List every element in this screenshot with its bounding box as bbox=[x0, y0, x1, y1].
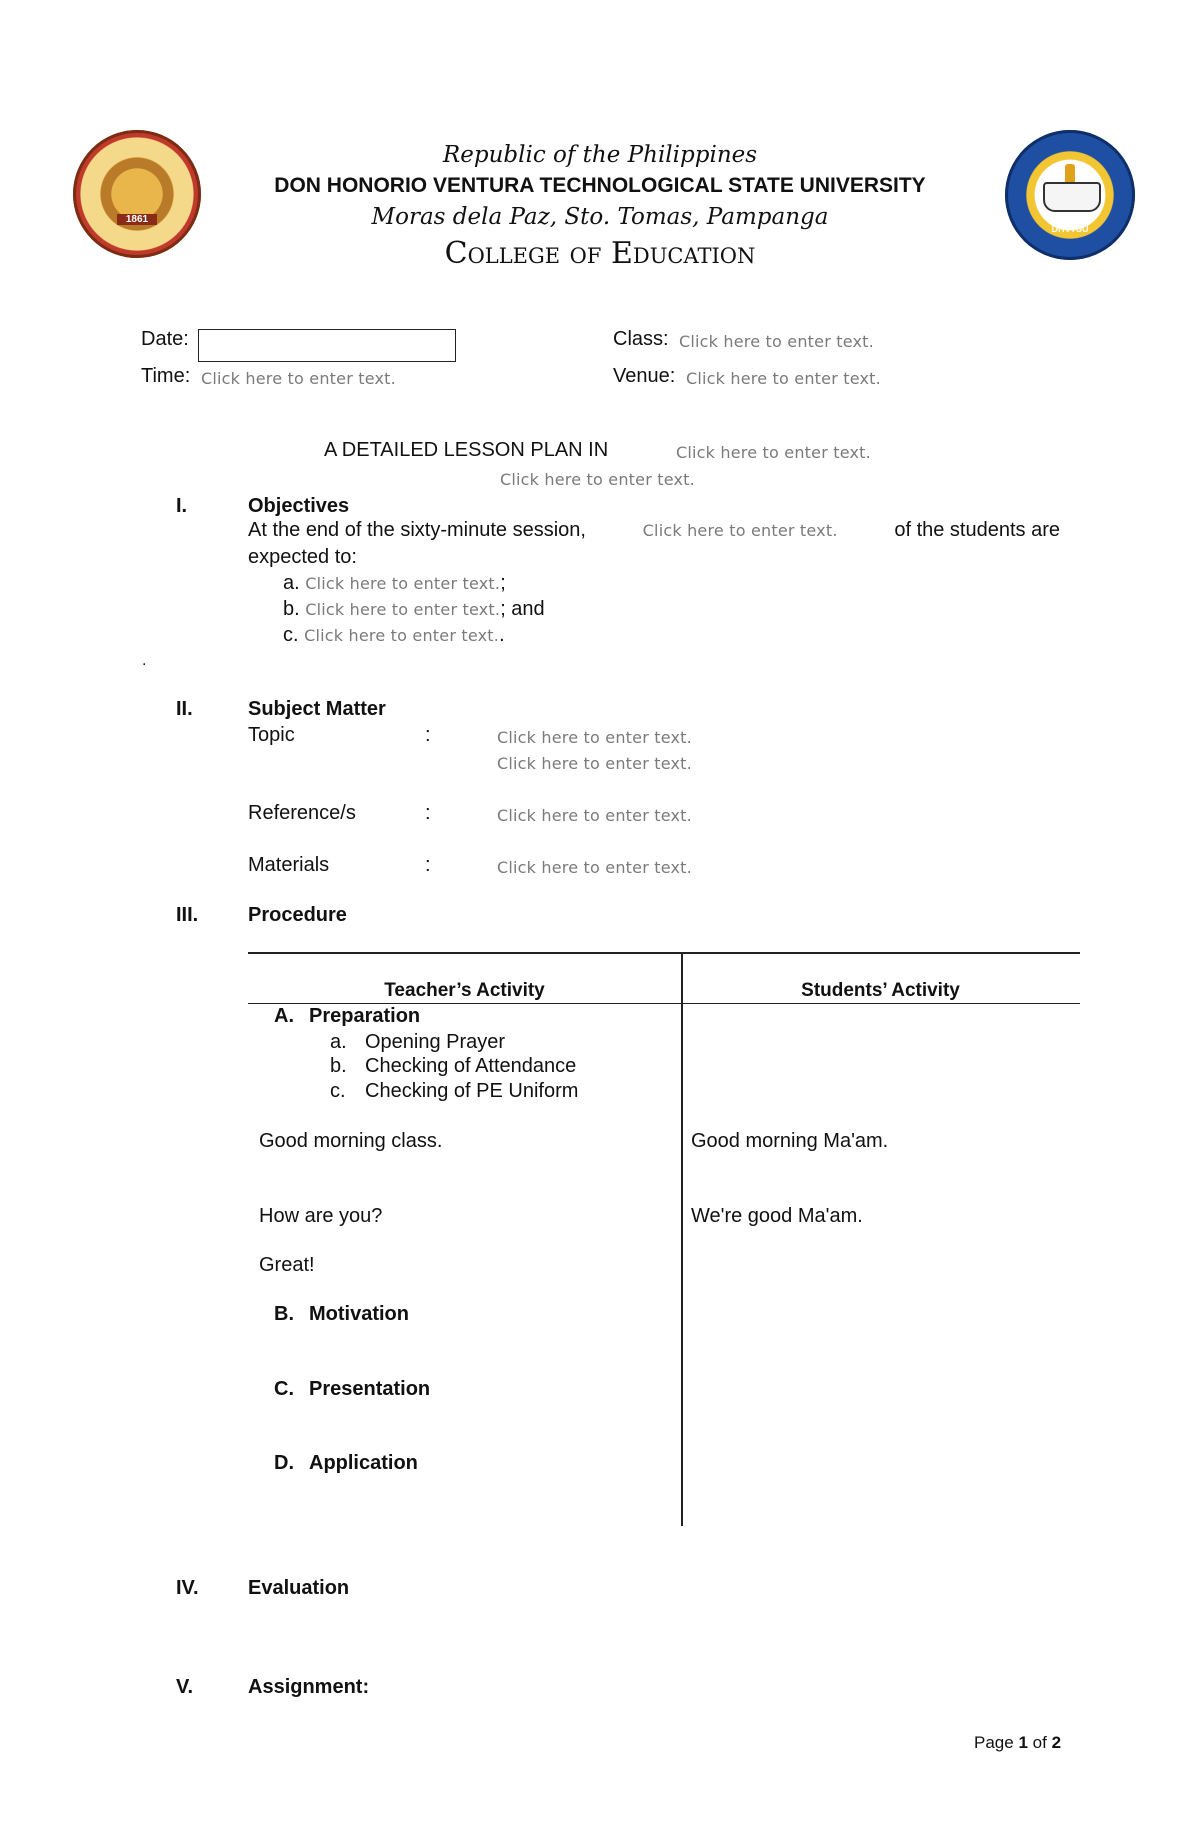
table-top-border bbox=[248, 952, 1080, 954]
application-heading: Application bbox=[309, 1452, 418, 1474]
objectives-audience-field[interactable]: Click here to enter text. bbox=[642, 521, 838, 540]
subject-matter-numeral: II. bbox=[176, 698, 193, 720]
students-activity-header: Students’ Activity bbox=[801, 980, 960, 1001]
prep-item-letter: c. bbox=[330, 1080, 346, 1102]
objectives-heading: Objectives bbox=[248, 495, 350, 517]
venue-label: Venue: bbox=[613, 365, 676, 387]
objective-letter: b. bbox=[283, 598, 300, 620]
seal-year: 1861 bbox=[117, 214, 157, 225]
reference-label: Reference/s bbox=[248, 802, 356, 824]
page-number bbox=[974, 1733, 1061, 1753]
objectives-intro-2: of the students are bbox=[894, 519, 1060, 541]
topic-label: Topic bbox=[248, 724, 295, 746]
date-label: Date: bbox=[141, 328, 189, 350]
time-field[interactable]: Click here to enter text. bbox=[201, 369, 396, 388]
objective-b-field[interactable]: Click here to enter text. bbox=[305, 600, 501, 619]
objectives-intro-3: expected to: bbox=[248, 546, 357, 568]
objective-item-b bbox=[283, 598, 545, 621]
class-field[interactable]: Click here to enter text. bbox=[679, 332, 874, 351]
materials-colon: : bbox=[425, 854, 431, 876]
procedure-heading: Procedure bbox=[248, 904, 347, 926]
prep-item-letter: b. bbox=[330, 1055, 347, 1077]
table-header-border bbox=[248, 1003, 1080, 1004]
motivation-heading: Motivation bbox=[309, 1303, 409, 1325]
objective-a-field[interactable]: Click here to enter text. bbox=[305, 574, 501, 593]
university-name: DON HONORIO VENTURA TECHNOLOGICAL STATE UNIVERSITY bbox=[274, 174, 926, 197]
preparation-heading: Preparation bbox=[309, 1005, 421, 1027]
student-line: We're good Ma'am. bbox=[691, 1205, 863, 1227]
teacher-activity-header: Teacher’s Activity bbox=[384, 980, 545, 1001]
prep-item-letter: a. bbox=[330, 1031, 347, 1053]
objectives-intro-line bbox=[248, 519, 1060, 542]
subject-matter-heading: Subject Matter bbox=[248, 698, 386, 720]
objective-c-field[interactable]: Click here to enter text. bbox=[304, 626, 500, 645]
prep-item-text: Checking of Attendance bbox=[365, 1055, 577, 1077]
objective-suffix: . bbox=[499, 624, 505, 646]
stray-dot: . bbox=[142, 652, 147, 669]
page-total: 2 bbox=[1051, 1733, 1062, 1752]
reference-colon: : bbox=[425, 802, 431, 824]
date-field[interactable] bbox=[198, 329, 456, 362]
objective-suffix: ; bbox=[500, 572, 506, 594]
prep-item-text: Checking of PE Uniform bbox=[365, 1080, 579, 1102]
class-label: Class: bbox=[613, 328, 669, 350]
section-letter: C. bbox=[274, 1378, 294, 1400]
topic-colon: : bbox=[425, 724, 431, 746]
materials-label: Materials bbox=[248, 854, 330, 876]
page-of-word: of bbox=[1032, 1733, 1047, 1752]
lesson-plan-title: A DETAILED LESSON PLAN IN bbox=[324, 439, 609, 461]
assignment-heading: Assignment: bbox=[248, 1676, 370, 1698]
presentation-heading: Presentation bbox=[309, 1378, 431, 1400]
objective-suffix: ; and bbox=[500, 598, 545, 620]
college-name: College of Education bbox=[444, 236, 756, 271]
objectives-numeral: I. bbox=[176, 495, 188, 517]
preparation-letter: A. bbox=[274, 1005, 294, 1027]
venue-field[interactable]: Click here to enter text. bbox=[686, 369, 881, 388]
objective-letter: c. bbox=[283, 624, 299, 646]
page-word: Page bbox=[974, 1733, 1014, 1752]
student-line: Good morning Ma'am. bbox=[691, 1130, 889, 1152]
objective-item-c bbox=[283, 624, 505, 647]
topic-field-2[interactable]: Click here to enter text. bbox=[497, 754, 692, 773]
teacher-line: How are you? bbox=[259, 1205, 383, 1227]
subtitle-field[interactable]: Click here to enter text. bbox=[500, 470, 695, 489]
section-letter: D. bbox=[274, 1452, 294, 1474]
university-address: Moras dela Paz, Sto. Tomas, Pampanga bbox=[371, 204, 829, 230]
table-column-divider bbox=[681, 952, 683, 1526]
teacher-line: Great! bbox=[259, 1254, 315, 1276]
section-letter: B. bbox=[274, 1303, 294, 1325]
republic-line: Republic of the Philippines bbox=[442, 142, 758, 168]
objective-item-a bbox=[283, 572, 506, 595]
objectives-intro-1: At the end of the sixty-minute session, bbox=[248, 519, 586, 541]
time-label: Time: bbox=[141, 365, 191, 387]
seal-label: DHVTSU bbox=[1051, 224, 1089, 234]
reference-field[interactable]: Click here to enter text. bbox=[497, 806, 692, 825]
assignment-numeral: V. bbox=[176, 1676, 194, 1698]
teacher-line: Good morning class. bbox=[259, 1130, 443, 1152]
materials-field[interactable]: Click here to enter text. bbox=[497, 858, 692, 877]
topic-field[interactable]: Click here to enter text. bbox=[497, 728, 692, 747]
evaluation-heading: Evaluation bbox=[248, 1577, 350, 1599]
evaluation-numeral: IV. bbox=[176, 1577, 199, 1599]
objective-letter: a. bbox=[283, 572, 300, 594]
page-current: 1 bbox=[1018, 1733, 1028, 1752]
subject-field[interactable]: Click here to enter text. bbox=[676, 443, 871, 462]
procedure-numeral: III. bbox=[176, 904, 199, 926]
prep-item-text: Opening Prayer bbox=[365, 1031, 506, 1053]
